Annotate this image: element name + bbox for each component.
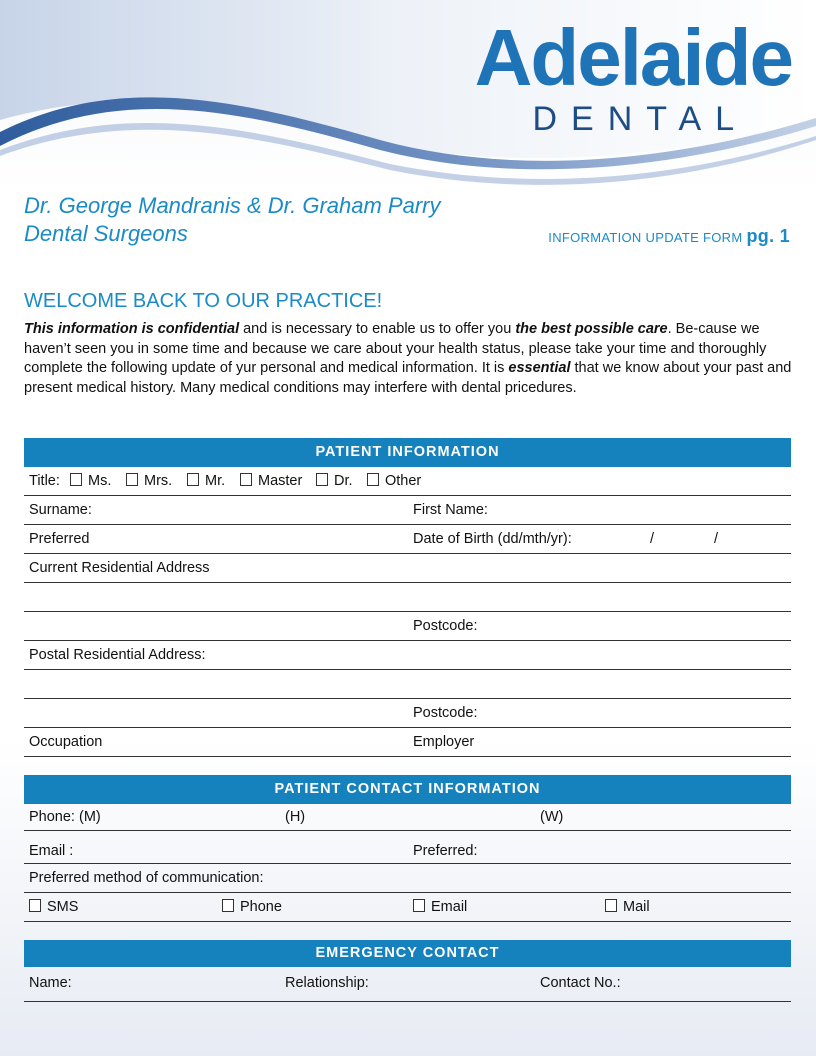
method-option-sms[interactable]: SMS xyxy=(29,893,78,921)
dob-slash-1: / xyxy=(650,531,655,547)
doctors-title: Dental Surgeons xyxy=(24,221,188,246)
postal-address-line-2 xyxy=(24,670,791,699)
email-label: Email : xyxy=(29,843,74,859)
title-option-mrs[interactable]: Mrs. xyxy=(126,467,172,495)
logo-subtitle: DENTAL xyxy=(532,100,749,138)
method-option-phone[interactable]: Phone xyxy=(222,893,282,921)
intro-bold-confidential: This information is confidential xyxy=(24,321,240,337)
emergency-contact-section xyxy=(24,940,791,1002)
checkbox[interactable] xyxy=(126,473,138,486)
postal-postcode-row xyxy=(24,699,791,728)
surname-label: Surname: xyxy=(29,502,92,518)
postal-address-label: Postal Residential Address: xyxy=(29,647,206,663)
intro-text-2: . Be-cause we haven’t seen you in some time and because we care about your health status, please take your time and thoroughly complete the following update of yur personal and medical information. It is xyxy=(24,321,767,376)
email-row xyxy=(24,831,791,864)
method-option-mail[interactable]: Mail xyxy=(605,893,650,921)
first-name-label: First Name: xyxy=(413,502,488,518)
contact-information-heading: PATIENT CONTACT INFORMATION xyxy=(24,775,791,804)
doctors-names: Dr. George Mandranis & Dr. Graham Parry xyxy=(24,193,441,218)
preferred-contact-label: Preferred: xyxy=(413,843,478,859)
contact-information-section xyxy=(24,775,791,922)
patient-information-heading: PATIENT INFORMATION xyxy=(24,438,791,467)
intro-bold-care: the best possible care xyxy=(515,321,668,337)
logo-wordmark: Adelaide xyxy=(474,13,792,102)
patient-information-section xyxy=(24,438,791,757)
intro-text-1: and is necessary to enable us to offer you xyxy=(239,321,516,337)
emergency-contact-number-label: Contact No.: xyxy=(540,975,621,991)
emergency-relationship-label: Relationship: xyxy=(285,975,369,991)
checkbox[interactable] xyxy=(29,899,41,912)
title-option-mr[interactable]: Mr. xyxy=(187,467,225,495)
title-option-ms[interactable]: Ms. xyxy=(70,467,111,495)
phone-home-label: (H) xyxy=(285,809,306,825)
checkbox[interactable] xyxy=(240,473,252,486)
employer-label: Employer xyxy=(413,734,475,750)
current-address-line-2 xyxy=(24,583,791,612)
intro-bold-essential: essential xyxy=(508,360,571,376)
intro-text-3: that we know about your past and present medical history. Many medical conditions may interfere with dental pricedures. xyxy=(24,360,792,396)
form-name: INFORMATION UPDATE FORM xyxy=(548,230,743,245)
intro-paragraph xyxy=(24,320,794,398)
checkbox[interactable] xyxy=(70,473,82,486)
title-row xyxy=(24,467,791,496)
phone-work-label: (W) xyxy=(540,809,564,825)
checkbox[interactable] xyxy=(222,899,234,912)
method-option-email[interactable]: Email xyxy=(413,893,467,921)
title-label: Title: xyxy=(29,473,60,489)
postal-postcode-label: Postcode: xyxy=(413,705,478,721)
method-row xyxy=(24,864,791,893)
title-option-dr[interactable]: Dr. xyxy=(316,467,353,495)
title-option-master[interactable]: Master xyxy=(240,467,302,495)
checkbox[interactable] xyxy=(367,473,379,486)
communication-method-label: Preferred method of communication: xyxy=(29,870,264,886)
name-row xyxy=(24,496,791,525)
emergency-row xyxy=(24,967,791,1002)
welcome-heading: WELCOME BACK TO OUR PRACTICE! xyxy=(24,290,383,312)
title-option-other[interactable]: Other xyxy=(367,467,421,495)
method-options-row xyxy=(24,893,791,922)
checkbox[interactable] xyxy=(413,899,425,912)
current-postcode-row xyxy=(24,612,791,641)
checkbox[interactable] xyxy=(316,473,328,486)
form-label xyxy=(548,226,790,247)
preferred-name-label: Preferred xyxy=(29,531,90,547)
phone-mobile-label: Phone: (M) xyxy=(29,809,101,825)
checkbox[interactable] xyxy=(605,899,617,912)
checkbox[interactable] xyxy=(187,473,199,486)
dob-label: Date of Birth (dd/mth/yr): xyxy=(413,531,572,547)
adelaide-dental-logo xyxy=(474,13,792,139)
dob-slash-2: / xyxy=(714,531,719,547)
current-address-row xyxy=(24,554,791,583)
current-postcode-label: Postcode: xyxy=(413,618,478,634)
emergency-name-label: Name: xyxy=(29,975,72,991)
occupation-row xyxy=(24,728,791,757)
phone-row xyxy=(24,804,791,831)
current-address-label: Current Residential Address xyxy=(29,560,210,576)
page-number: pg. 1 xyxy=(746,226,790,246)
doctors-block xyxy=(24,192,441,248)
emergency-contact-heading: EMERGENCY CONTACT xyxy=(24,940,791,967)
preferred-dob-row xyxy=(24,525,791,554)
postal-address-row xyxy=(24,641,791,670)
occupation-label: Occupation xyxy=(29,734,103,750)
